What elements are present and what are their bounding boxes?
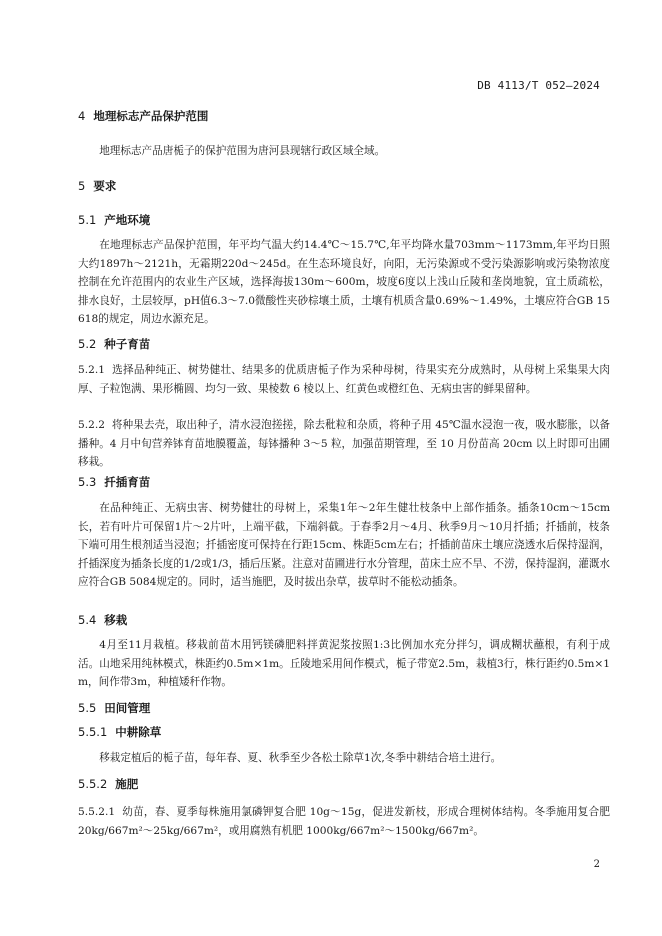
section-title: 种子育苗 (104, 337, 151, 351)
clause-text: 选择品种纯正、树势健壮、结果多的优质唐栀子作为采种母树，待果实充分成熟时，从母树上采集果大肉厚、子粒饱满、果形椭圆、均匀一致、果棱数 6 棱以上、红黄色或橙红色、无病虫害的鲜果留种。 (78, 364, 610, 395)
section-title: 产地环境 (104, 213, 151, 227)
section-title: 田间管理 (104, 701, 151, 715)
clause-text: 将种果去壳，取出种子，清水浸泡搓搓，除去秕粒和杂质，将种子用 45℃温水浸泡一夜，吸水膨胀，以备播种。4 月中旬营养钵育苗地膜覆盖，每钵播种 3～5 粒，加强苗期管理，至 10 月份苗高 20cm 以上时即可出圃移栽。 (78, 419, 610, 468)
section-5-4-heading (78, 612, 127, 628)
clause-number: 5.5.2.1 (78, 806, 116, 818)
section-number: 5.3 (78, 475, 97, 489)
section-5-heading (78, 178, 116, 194)
section-5-1-heading (78, 212, 150, 228)
section-title: 中耕除草 (115, 725, 162, 739)
section-title: 扦插育苗 (104, 475, 151, 489)
header-standard-code: DB 4113/T 052—2024 (477, 79, 600, 92)
section-title: 移栽 (104, 613, 128, 627)
section-number: 5 (78, 179, 86, 193)
clause-number: 5.2.2 (78, 419, 105, 431)
section-number: 5.5 (78, 701, 97, 715)
section-5-4-text: 4月至11月栽植。移栽前苗木用钙镁磷肥料拌黄泥浆按照1:3比例加水充分拌匀，调成糊状蘸根，有利于成活。山地采用纯林模式，株距约0.5m×1m。丘陵地采用间作模式，栀子带宽2.5m，栽植3行，株行距约0.5m×1m，间作带3m，种植矮秆作物。 (78, 639, 610, 688)
section-number: 5.4 (78, 613, 97, 627)
section-number: 5.1 (78, 213, 97, 227)
section-title: 要求 (93, 179, 117, 193)
section-4-text: 地理标志产品唐栀子的保护范围为唐河县现辖行政区域全域。 (99, 145, 386, 157)
section-title: 地理标志产品保护范围 (93, 109, 209, 123)
section-number: 5.5.2 (78, 777, 108, 791)
section-5-5-heading (78, 700, 150, 716)
clause-number: 5.2.1 (78, 364, 105, 376)
section-number: 4 (78, 109, 86, 123)
clause-text: 幼苗，春、夏季每株施用氯磷钾复合肥 10g～15g，促进发新枝，形成合理树体结构。冬季施用复合肥 20kg/667m²～25kg/667m²，或用腐熟有机肥 1000kg/667m²～1500kg/667m²。 (78, 806, 610, 837)
section-5-2-1-paragraph (78, 361, 610, 398)
section-5-2-heading (78, 336, 150, 352)
section-4-heading (78, 108, 208, 124)
section-5-5-2-1-paragraph (78, 803, 610, 840)
section-5-1-text: 在地理标志产品保护范围，年平均气温大约14.4℃～15.7℃,年平均降水量703mm～1173mm,年平均日照大约1897h～2121h，无霜期220d～245d。在生态环境良好，向阳，无污染源或不受污染源影响或污染物浓度控制在允许范围内的农业生产区域，选择海拔130m～600m，坡度6度以上浅山丘陵和垄岗地貌，宜土质疏松，排水良好，土层较厚，pH值6.3～7.0微酸性夹砂棕壤土质，土壤有机质含量0.69%～1.49%，土壤应符合GB 15618的规定，周边水源充足。 (78, 239, 610, 325)
page-number: 2 (593, 859, 600, 870)
section-number: 5.5.1 (78, 725, 108, 739)
section-5-5-2-heading (78, 776, 138, 792)
section-5-2-2-paragraph (78, 416, 610, 472)
section-5-3-text: 在品种纯正、无病虫害、树势健壮的母树上，采集1年～2年生健壮枝条中上部作插条。插条10cm～15cm长，若有叶片可保留1片～2片叶，上端平截，下端斜截。于春季2月～4月、秋季9月～10月扦插；扦插前，枝条下端可用生根剂适当浸泡；扦插密度可保持在行距15cm、株距5cm左右；扦插前苗床土壤应浇透水后保持湿润，扦插深度为插条长度的1/2或1/3，插后压紧。注意对苗圃进行水分管理，苗床土应不旱、不涝，保持湿润，灌溉水应符合GB 5084规定的。同时，适当施肥，及时拔出杂草，拔草时不能松动插条。 (78, 502, 611, 588)
section-title: 施肥 (115, 777, 139, 791)
section-number: 5.2 (78, 337, 97, 351)
section-5-3-heading (78, 474, 150, 490)
section-5-5-1-heading (78, 724, 161, 740)
section-5-5-1-text: 移栽定植后的栀子苗，每年春、夏、秋季至少各松土除草1次,冬季中耕结合培土进行。 (99, 752, 502, 764)
